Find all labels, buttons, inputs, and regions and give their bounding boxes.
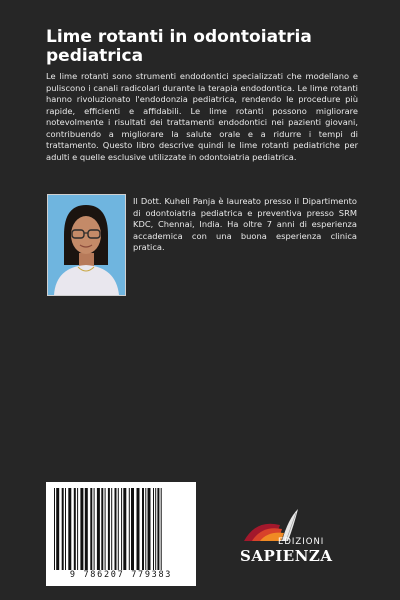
barcode-digits: 9 786207 779383 — [69, 570, 173, 580]
book-title: Lime rotanti in odontoiatria pediatrica — [46, 27, 312, 66]
publisher-name: SAPIENZA — [240, 547, 333, 565]
barcode-bars — [52, 488, 190, 570]
author-bio: Il Dott. Kuheli Panja è laureato presso il Dipartimento di odontoiatria pediatrica e preventiva presso SRM KDC, Chennai, India. Ha oltre 7 anni di esperienza accademica con una buona esperienza clinica pratica. — [133, 196, 357, 252]
author-photo — [47, 194, 126, 296]
publisher-label: EDIZIONI — [278, 537, 325, 547]
isbn-barcode — [46, 482, 196, 586]
book-description: Le lime rotanti sono strumenti endodontici specializzati che modellano e puliscono i canali radicolari durante la terapia endodontica. Le lime rotanti hanno rivoluzionato l'endodonzia pediatrica, rendendo le procedure più rapide, efficienti e affidabili. Le lime rotanti possono migliorare notevolmente i risultati dei trattamenti endodontici nei pazienti giovani, contribuendo a migliorare la salute orale e a ridurre i tempi di trattamento. Questo libro descrive quindi le lime rotanti pediatriche per adulti e quelle esclusive utilizzate in odontoiatria pediatrica. — [46, 71, 358, 162]
